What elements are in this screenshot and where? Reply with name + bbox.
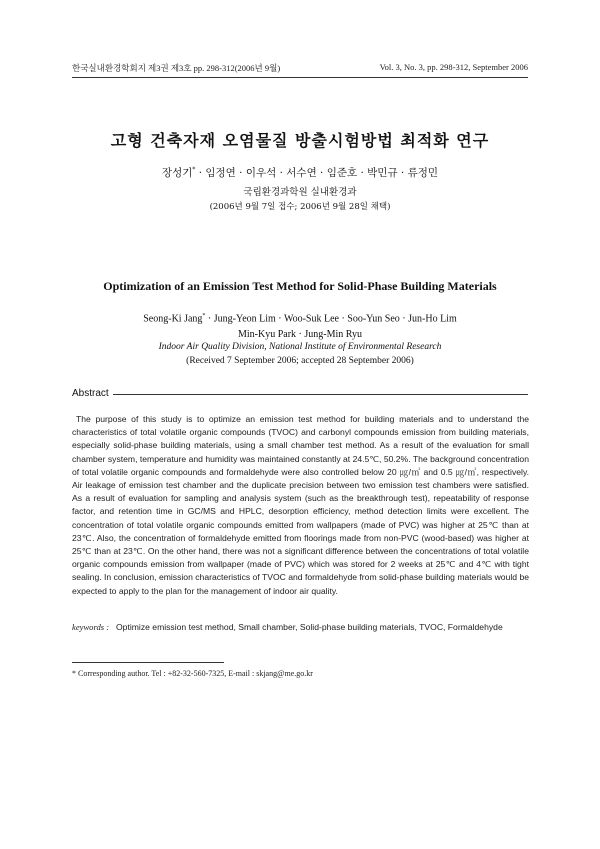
english-corresponding-mark: *	[202, 313, 206, 319]
footnote-rule	[72, 662, 224, 663]
english-title: Optimization of an Emission Test Method for Solid-Phase Building Materials	[103, 279, 497, 293]
korean-author-corresponding: 장성기	[161, 167, 193, 179]
corresponding-mark: *	[192, 166, 196, 174]
korean-authors-rest: · 임정연 · 이우석 · 서수연 · 임준호 · 박민규 · 류정민	[198, 167, 439, 179]
abstract-text: The purpose of this study is to optimize an emission test method for building materials and to understand the characteristics of total volatile organic compounds (TVOC) and carbonyl compounds emission from building materials, especially solid-phase building materials, using a small chamber test method. As a result of the evaluation for small chamber system, temperature and humidity was maintained constantly at 24.5℃, 50.2%. The background concentration of total volatile organic compounds and formaldehyde were also controlled below 20 ㎍/㎥ and 0.5 ㎍/㎥, respectively. Air leakage of emission test chamber and the duplicate precision between two emission test chambers were satisfied. As a result of evaluation for sampling and analysis system (such as the breakthrough test), repeatability of response factor, and retention time in GC/MS and HPLC, desorption efficiency, method detection limits were excellent. The concentration of total volatile organic compounds emitted from wallpapers (made of PVC) was higher at 25℃ than at 23℃. Also, the concentration of formaldehyde emitted from floorings made from non-PVC (wood-based) was higher at 25℃ than at 23℃. On the other hand, there was not a significant difference between the concentrations of total volatile organic compounds emission from wallpaper (made of PVC) which was stored for 2 weeks at 25℃ and 4℃ with tight sealing. In conclusion, emission characteristics of TVOC and formaldehyde from solid-phase building materials would be expected to apply to the plan for the management of indoor air quality.	[72, 414, 529, 596]
english-authors-line1	[0, 308, 600, 327]
header-rule	[72, 77, 528, 78]
abstract-heading	[72, 386, 528, 400]
english-authors	[0, 308, 600, 343]
abstract-label: Abstract	[72, 387, 109, 399]
english-authors-rest: · Jung-Yeon Lim · Woo-Suk Lee · Soo-Yun Seo · Jun-Ho Lim	[207, 313, 457, 325]
english-authors-line2: Min-Kyu Park · Jung-Min Ryu	[237, 329, 363, 341]
english-dates: (Received 7 September 2006; accepted 28 September 2006)	[186, 356, 414, 366]
footnote-text: Corresponding author. Tel : +82-32-560-7325, E-mail : skjang@me.go.kr	[76, 669, 313, 678]
footnote-mark: *	[72, 669, 76, 678]
korean-title: 고형 건축자재 오염물질 방출시험방법 최적화 연구	[110, 131, 490, 150]
running-header	[72, 62, 528, 76]
keywords-text: Optimize emission test method, Small chamber, Solid-phase building materials, TVOC, Formaldehyde	[116, 622, 503, 632]
header-journal-korean: 한국실내환경학회지 제3권 제3호 pp. 298-312(2006년 9월)	[72, 63, 281, 73]
english-affiliation: Indoor Air Quality Division, National Institute of Environmental Research	[158, 342, 442, 352]
korean-affiliation: 국립환경과학원 실내환경과	[243, 187, 357, 198]
abstract-rule	[113, 394, 528, 395]
korean-dates: (2006년 9월 7일 접수; 2006년 9월 28일 채택)	[209, 202, 391, 212]
keywords	[72, 621, 529, 634]
footnote	[72, 669, 313, 678]
header-journal-english: Vol. 3, No. 3, pp. 298-312, September 2006	[379, 62, 528, 72]
keywords-label: keywords :	[72, 622, 110, 632]
english-author-corresponding: Seong-Ki Jang	[143, 313, 203, 325]
korean-authors	[0, 165, 600, 180]
